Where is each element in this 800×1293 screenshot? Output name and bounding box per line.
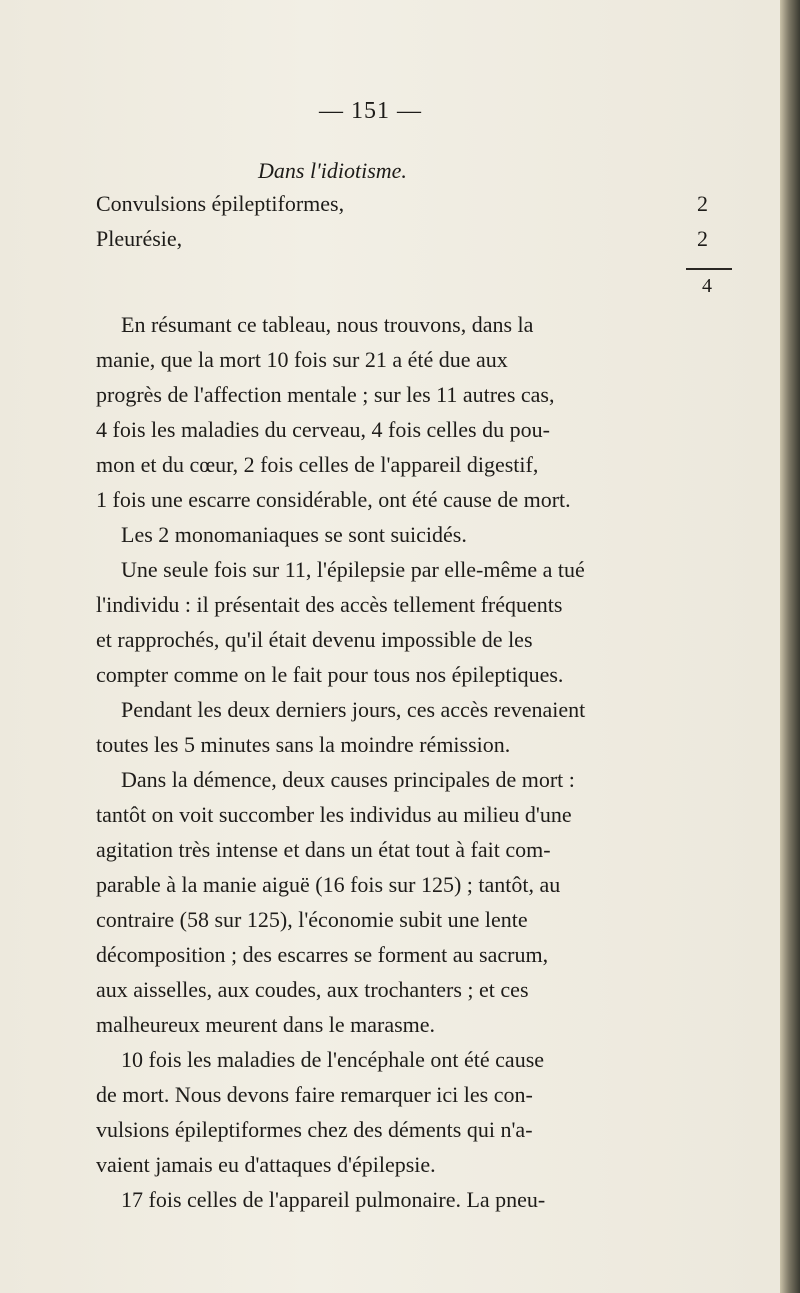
- text-line: malheureux meurent dans le marasme.: [96, 1012, 436, 1037]
- text-line: vaient jamais eu d'attaques d'épilepsie.: [96, 1152, 436, 1177]
- text-line: agitation très intense et dans un état tout à fait com-: [96, 837, 551, 862]
- text-line: vulsions épileptiformes chez des déments qui n'a-: [96, 1117, 533, 1142]
- text-line: et rapprochés, qu'il était devenu impossible de les: [96, 627, 533, 652]
- text-line: parable à la manie aiguë (16 fois sur 125) ; tantôt, au: [96, 872, 561, 897]
- text-line: Les 2 monomaniaques se sont suicidés.: [121, 522, 467, 547]
- text-line: tantôt on voit succomber les individus au milieu d'une: [96, 802, 572, 827]
- text-line: manie, que la mort 10 fois sur 21 a été due aux: [96, 347, 508, 372]
- text-line: aux aisselles, aux coudes, aux trochanters ; et ces: [96, 977, 529, 1002]
- text-line: En résumant ce tableau, nous trouvons, dans la: [121, 312, 534, 337]
- text-line: Dans la démence, deux causes principales de mort :: [121, 767, 575, 792]
- table-total: 4: [702, 275, 712, 297]
- page-number-header: — 151 —: [319, 98, 422, 124]
- text-line: décomposition ; des escarres se forment au sacrum,: [96, 942, 549, 967]
- text-line: 1 fois une escarre considérable, ont été cause de mort.: [96, 487, 571, 512]
- text-line: de mort. Nous devons faire remarquer ici les con-: [96, 1082, 533, 1107]
- text-line: toutes les 5 minutes sans la moindre rémission.: [96, 732, 511, 757]
- table-row-value: 2: [697, 191, 708, 216]
- text-line: 17 fois celles de l'appareil pulmonaire. La pneu-: [121, 1187, 546, 1212]
- binding-edge-shadow: [780, 0, 800, 1293]
- table-row-label: Pleurésie,: [96, 226, 183, 251]
- text-line: contraire (58 sur 125), l'économie subit une lente: [96, 907, 528, 932]
- text-line: 10 fois les maladies de l'encéphale ont été cause: [121, 1047, 545, 1072]
- table-row-label: Convulsions épileptiformes,: [96, 191, 345, 216]
- text-line: mon et du cœur, 2 fois celles de l'appareil digestif,: [96, 452, 539, 477]
- text-line: progrès de l'affection mentale ; sur les 11 autres cas,: [96, 382, 555, 407]
- text-line: l'individu : il présentait des accès tellement fréquents: [96, 592, 563, 617]
- section-title: Dans l'idiotisme.: [258, 158, 407, 183]
- text-line: Une seule fois sur 11, l'épilepsie par elle-même a tué: [121, 557, 585, 582]
- text-line: Pendant les deux derniers jours, ces accès revenaient: [121, 697, 586, 722]
- text-line: 4 fois les maladies du cerveau, 4 fois celles du pou-: [96, 417, 550, 442]
- table-row-value: 2: [697, 226, 708, 251]
- sum-rule: [686, 268, 732, 270]
- text-line: compter comme on le fait pour tous nos épileptiques.: [96, 662, 564, 687]
